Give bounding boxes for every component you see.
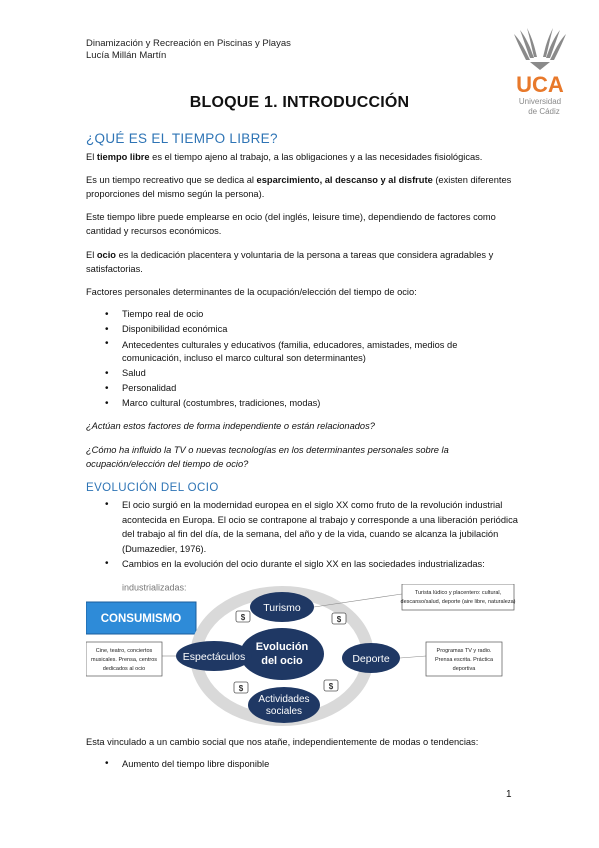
list-item: • Marco cultural (costumbres, tradiciones, modas) [122, 396, 516, 411]
list-item: • Aumento del tiempo libre disponible [122, 757, 516, 771]
callout-deporte-line1: Programas TV y radio. [436, 648, 492, 654]
question-factores [86, 419, 516, 433]
evolucion-ocio-diagram [86, 584, 516, 728]
list-item: • El ocio surgió en la modernidad europea en el siglo XX como fruto de la revolución industrial acontecida en Europa. El ocio se contrapone al trabajo y corresponde a una liberación periódica del trabajo al fin del día, de la semana, del año y de la vida, cuando se alcanza la jubilación (Dumazedier, 1976). [122, 498, 518, 556]
money-icon [324, 680, 338, 691]
list-item: • Antecedentes culturales y educativos (familia, educadores, amistades, medios de comunicación, incluso el marco cultural son determinantes) [122, 337, 516, 366]
text-run: El [86, 250, 97, 260]
diagram-cut-text: industrializadas: [122, 584, 187, 593]
paragraph-factores-intro: Factores personales determinantes de la ocupación/elección del tiempo de ocio: [86, 287, 417, 297]
logo-line2: de Cádiz [528, 107, 560, 116]
header-author: Lucía Millán Martín [86, 50, 167, 61]
paragraph-cambio-social: Esta vinculado a un cambio social que nos atañe, independientemente de modas o tendencias: [86, 737, 479, 747]
consumismo-label: CONSUMISMO [100, 613, 182, 625]
paragraph-tiempo-libre [86, 150, 516, 164]
section-heading-evolucion: EVOLUCIÓN DEL OCIO [86, 482, 219, 494]
callout-turismo-line2: descanso/salud, deporte (aire libre, naturaleza) [400, 599, 516, 605]
text-run: es el tiempo ajeno al trabajo, a las obligaciones y a las necesidades fisiológicas. [149, 152, 483, 162]
logo-emblem [514, 28, 566, 70]
paragraph-ocio-ingles: Este tiempo libre puede emplearse en ocio (del inglés, leisure time), dependiendo de factores como cantidad y recursos económicos. [86, 212, 496, 236]
center-node [240, 628, 324, 680]
bold-term: tiempo libre [96, 152, 150, 162]
node-turismo-label: Turismo [263, 602, 301, 614]
logo-line1: Universidad [518, 97, 562, 106]
money-icon [234, 682, 248, 693]
node-actividades-label-line1: Actividades [258, 694, 310, 705]
money-icon [332, 613, 346, 624]
list-item: • Personalidad [122, 381, 516, 396]
callout-turismo-line1: Turista lúdico y placentero: cultural, [414, 590, 502, 596]
text-run: El [86, 152, 97, 162]
connector-deporte [400, 656, 426, 658]
node-deporte-label: Deporte [352, 653, 390, 665]
document-header [86, 38, 291, 62]
bold-term: ocio [96, 250, 116, 260]
logo-acronym: UCA [516, 72, 564, 97]
text-run: es la dedicación placentera y voluntaria de la persona a tareas que considera agradables y satisfactorias. [86, 250, 494, 274]
question-tv [86, 443, 516, 471]
section-heading-tiempo-libre: ¿QUÉ ES EL TIEMPO LIBRE? [86, 131, 278, 146]
changes-list [122, 757, 516, 771]
callout-turismo [402, 584, 514, 610]
node-actividades [248, 687, 320, 723]
svg-text:$: $ [328, 682, 334, 691]
paragraph-tiempo-recreativo [86, 173, 516, 201]
node-espectaculos-label: Espectáculos [182, 651, 246, 663]
svg-text:$: $ [240, 613, 246, 622]
center-label-line2: del ocio [261, 655, 303, 667]
list-item: • Cambios en la evolución del ocio durante el siglo XX en las sociedades industrializadas: [122, 557, 518, 572]
callout-espectaculos-line1: Cine, teatro, conciertos [95, 648, 153, 654]
page-number: 1 [506, 789, 512, 800]
evolution-list [122, 498, 518, 572]
callout-espectaculos-line2: musicales. Prensa, centros [90, 657, 158, 663]
callout-espectaculos-line3: dedicados al ocio [102, 666, 146, 672]
bold-term: esparcimiento, al descanso y al disfrute [256, 175, 433, 185]
callout-deporte-line3: deportiva [452, 666, 476, 672]
money-icon [236, 611, 250, 622]
factors-list [122, 307, 516, 411]
svg-text:$: $ [238, 684, 244, 693]
page-title: BLOQUE 1. INTRODUCCIÓN [189, 94, 410, 111]
italic-question: ¿Actúan estos factores de forma independiente o están relacionados? [86, 421, 375, 431]
text-run: (existen diferentes proporciones del mismo según la persona). [86, 175, 512, 199]
list-item: • Salud [122, 366, 516, 381]
list-item: • Tiempo real de ocio [122, 307, 516, 322]
svg-text:$: $ [336, 615, 342, 624]
italic-question: ¿Cómo ha influido la TV o nuevas tecnologías en los determinantes personales sobre la ocupación/elección del tiempo de ocio? [86, 445, 449, 469]
header-course: Dinamización y Recreación en Piscinas y Playas [86, 38, 291, 49]
center-label-line1: Evolución [255, 641, 309, 653]
list-item: • Disponibilidad económica [122, 322, 516, 337]
callout-deporte-line2: Prensa escrita. Práctica [434, 657, 494, 663]
text-run: Es un tiempo recreativo que se dedica al [86, 175, 257, 185]
paragraph-definicion-ocio [86, 248, 516, 276]
node-actividades-label-line2: sociales [265, 706, 303, 717]
